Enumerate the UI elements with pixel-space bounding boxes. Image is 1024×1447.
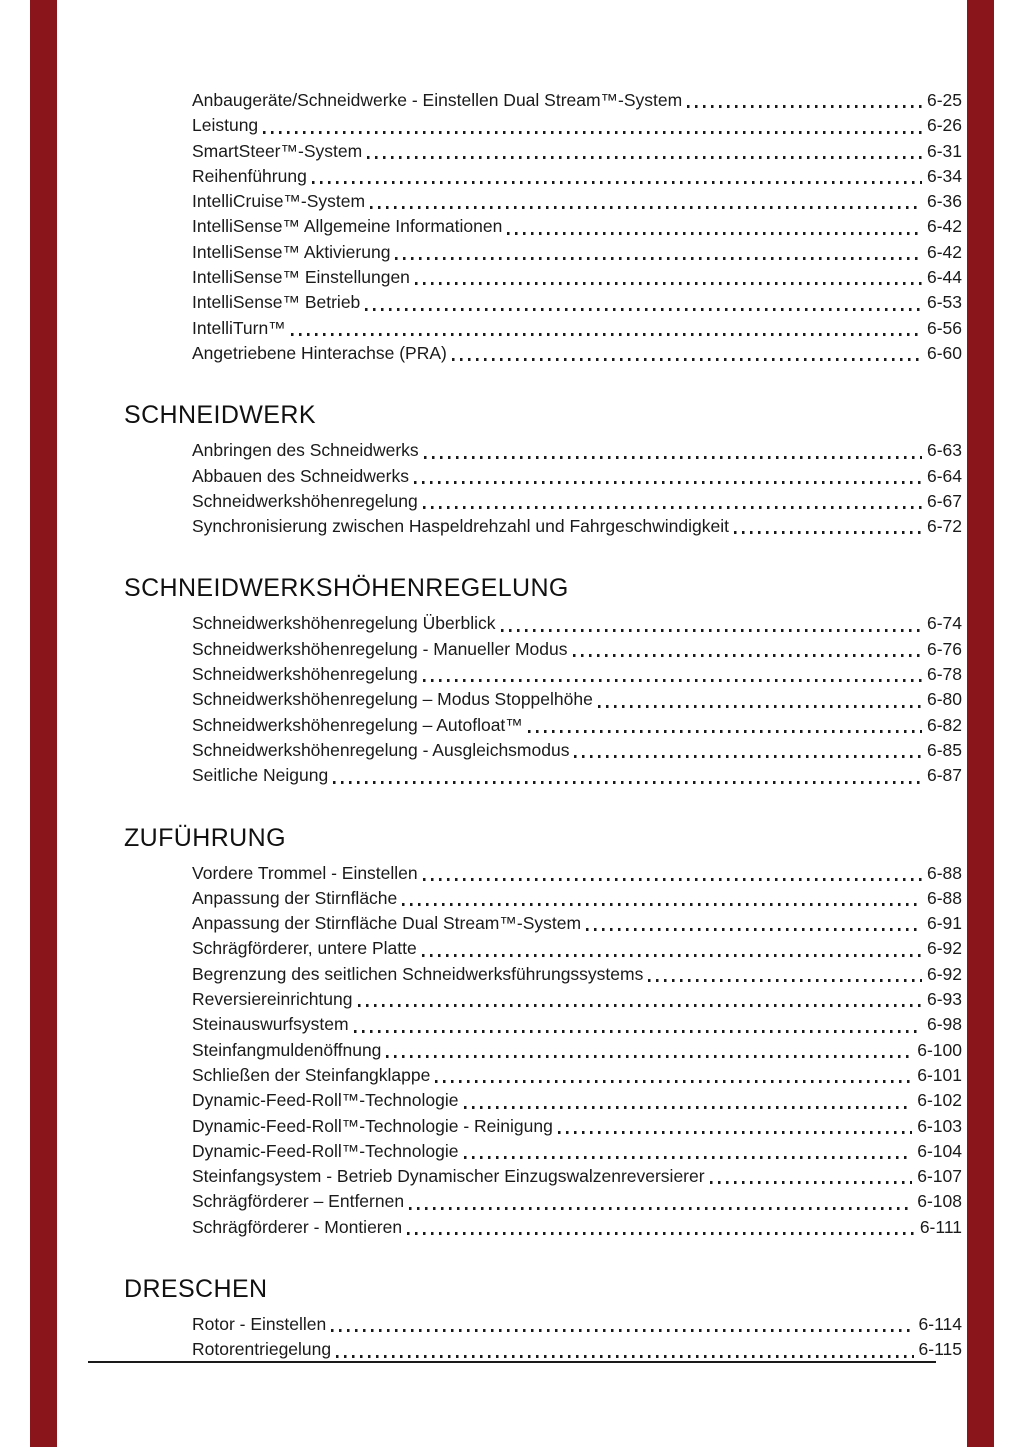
- entry-page-number: 6-44: [926, 267, 962, 288]
- leader-dots-decoration: [574, 755, 922, 758]
- entry-title: Anbaugeräte/Schneidwerke - Einstellen Dual Stream™-System: [192, 90, 683, 110]
- entry-title: Reihenführung: [192, 165, 307, 186]
- entry-page-number: 6-53: [926, 292, 962, 313]
- leader-dots-decoration: [336, 1355, 913, 1358]
- section-heading: SCHNEIDWERKSHÖHENREGELUNG: [124, 574, 569, 603]
- entry-page-number: 6-111: [919, 1216, 962, 1237]
- toc-entry: [192, 1189, 962, 1214]
- leader-dots-decoration: [528, 730, 922, 733]
- toc-entry: [192, 1164, 962, 1189]
- leader-dots-decoration: [370, 206, 922, 209]
- entry-page-number: 6-104: [917, 1140, 962, 1161]
- leader-dots-decoration: [586, 928, 922, 931]
- toc-entry: [192, 861, 962, 886]
- toc-entry: [192, 214, 962, 239]
- entry-page-number: 6-92: [926, 963, 962, 984]
- leader-dots-decoration: [365, 308, 922, 311]
- entry-page-number: 6-36: [926, 191, 962, 212]
- entry-title: Synchronisierung zwischen Haspeldrehzahl und Fahrgeschwindigkeit: [192, 516, 729, 537]
- entry-title: IntelliTurn™: [192, 317, 286, 338]
- toc-entry: [192, 290, 962, 315]
- entry-page-number: 6-87: [926, 765, 962, 786]
- leader-dots-decoration: [424, 456, 922, 459]
- toc-entry: [192, 489, 962, 514]
- entry-title: Schneidwerkshöhenregelung – Autofloat™: [192, 714, 523, 735]
- entry-page-number: 6-63: [926, 440, 962, 461]
- toc-entry: [192, 1063, 962, 1088]
- entry-title: Steinauswurfsystem: [192, 1014, 349, 1035]
- toc-entry: [192, 341, 962, 366]
- leader-dots-decoration: [386, 1055, 912, 1058]
- toc-entry: [192, 936, 962, 961]
- leader-dots-decoration: [422, 954, 922, 957]
- leader-dots-decoration: [710, 1181, 913, 1184]
- entry-title: Dynamic-Feed-Roll™-Technologie: [192, 1090, 459, 1111]
- toc-entry: [192, 1215, 962, 1240]
- leader-dots-decoration: [573, 654, 922, 657]
- toc-entry: [192, 139, 962, 164]
- section-heading: ZUFÜHRUNG: [124, 823, 286, 852]
- toc-entry: [192, 1038, 962, 1063]
- entry-title: Anpassung der Stirnfläche: [192, 887, 398, 908]
- entry-title: Schneidwerkshöhenregelung - Ausgleichsmodus: [192, 739, 570, 760]
- leader-dots-decoration: [464, 1106, 913, 1109]
- leader-dots-decoration: [367, 156, 922, 159]
- toc-entry: [192, 1337, 962, 1362]
- toc-entry: [192, 240, 962, 265]
- entry-title: IntelliSense™ Aktivierung: [192, 241, 391, 262]
- right-margin-bar: [967, 0, 994, 1447]
- leader-dots-decoration: [312, 181, 922, 184]
- entry-title: Steinfangmuldenöffnung: [192, 1039, 382, 1060]
- leader-dots-decoration: [291, 333, 922, 336]
- leader-dots-decoration: [507, 232, 922, 235]
- leader-dots-decoration: [598, 705, 922, 708]
- toc-entry: [192, 611, 962, 636]
- toc-entry: [192, 1114, 962, 1139]
- entry-page-number: 6-114: [918, 1313, 962, 1334]
- entry-page-number: 6-93: [926, 989, 962, 1010]
- entry-title: Rotorentriegelung: [192, 1339, 332, 1360]
- entry-title: Steinfangsystem - Betrieb Dynamischer Einzugswalzenreversierer: [192, 1166, 705, 1187]
- entry-title: Schneidwerkshöhenregelung - Manueller Modus: [192, 638, 568, 659]
- toc-section: [124, 88, 962, 366]
- entry-title: Abbauen des Schneidwerks: [192, 465, 409, 486]
- toc-entry: [192, 763, 962, 788]
- toc-entry: [192, 987, 962, 1012]
- toc-entry: [192, 265, 962, 290]
- entry-title: Dynamic-Feed-Roll™-Technologie: [192, 1140, 459, 1161]
- leader-dots-decoration: [464, 1156, 913, 1159]
- entry-title: IntelliSense™ Einstellungen: [192, 267, 410, 288]
- entry-page-number: 6-76: [926, 638, 962, 659]
- entry-page-number: 6-88: [926, 862, 962, 883]
- entry-page-number: 6-56: [926, 317, 962, 338]
- toc-entry: [192, 514, 962, 539]
- leader-dots-decoration: [423, 679, 922, 682]
- entry-title: Schneidwerkshöhenregelung: [192, 490, 418, 511]
- entry-title: Schrägförderer - Montieren: [192, 1216, 403, 1237]
- toc-entry: [192, 713, 962, 738]
- leader-dots-decoration: [407, 1232, 915, 1235]
- toc-entry: [192, 164, 962, 189]
- entry-page-number: 6-101: [917, 1064, 962, 1085]
- entry-title: Vordere Trommel - Einstellen: [192, 862, 418, 883]
- entry-title: Schneidwerkshöhenregelung – Modus Stoppelhöhe: [192, 689, 593, 710]
- footer-rule: [88, 1361, 936, 1363]
- leader-dots-decoration: [423, 506, 922, 509]
- toc-entry: [192, 113, 962, 138]
- entry-page-number: 6-42: [926, 241, 962, 262]
- toc-entry: [192, 464, 962, 489]
- leader-dots-decoration: [452, 358, 922, 361]
- leader-dots-decoration: [734, 531, 922, 534]
- entry-title: IntelliSense™ Betrieb: [192, 292, 361, 313]
- toc-entry: [192, 189, 962, 214]
- toc-entry: [192, 88, 962, 113]
- toc-entry: [192, 637, 962, 662]
- toc-entry: [192, 886, 962, 911]
- entry-page-number: 6-107: [917, 1166, 962, 1187]
- leader-dots-decoration: [358, 1004, 922, 1007]
- entry-title: SmartSteer™-System: [192, 140, 363, 161]
- section-heading: DRESCHEN: [124, 1274, 268, 1303]
- leader-dots-decoration: [501, 629, 922, 632]
- entry-page-number: 6-98: [926, 1014, 962, 1035]
- entry-page-number: 6-67: [926, 490, 962, 511]
- section-heading: SCHNEIDWERK: [124, 401, 316, 430]
- toc-entry: [192, 316, 962, 341]
- entry-title: Anbringen des Schneidwerks: [192, 440, 419, 461]
- toc-section: [124, 824, 962, 1240]
- leader-dots-decoration: [263, 131, 922, 134]
- entry-page-number: 6-103: [917, 1115, 962, 1136]
- entry-page-number: 6-31: [926, 140, 962, 161]
- entry-title: Reversiereinrichtung: [192, 989, 353, 1010]
- toc-entry: [192, 1139, 962, 1164]
- leader-dots-decoration: [687, 105, 922, 108]
- entry-page-number: 6-92: [926, 938, 962, 959]
- entry-page-number: 6-91: [926, 913, 962, 934]
- leader-dots-decoration: [333, 781, 922, 784]
- entry-title: Dynamic-Feed-Roll™-Technologie - Reinigung: [192, 1115, 553, 1136]
- entry-page-number: 6-85: [926, 739, 962, 760]
- entry-title: Schrägförderer – Entfernen: [192, 1191, 405, 1212]
- leader-dots-decoration: [402, 903, 922, 906]
- entry-title: Schrägförderer, untere Platte: [192, 938, 417, 959]
- entry-page-number: 6-82: [926, 714, 962, 735]
- entry-title: Begrenzung des seitlichen Schneidwerksführungssystems: [192, 963, 644, 984]
- entry-title: Schneidwerkshöhenregelung Überblick: [192, 613, 496, 634]
- leader-dots-decoration: [415, 282, 922, 285]
- entry-title: IntelliCruise™-System: [192, 191, 366, 212]
- entry-page-number: 6-26: [926, 115, 962, 136]
- entry-page-number: 6-42: [926, 216, 962, 237]
- leader-dots-decoration: [331, 1329, 913, 1332]
- entry-page-number: 6-72: [926, 516, 962, 537]
- leader-dots-decoration: [648, 979, 922, 982]
- entry-page-number: 6-108: [917, 1191, 962, 1212]
- entry-title: Schließen der Steinfangklappe: [192, 1064, 431, 1085]
- entry-page-number: 6-115: [918, 1339, 962, 1360]
- entry-page-number: 6-102: [917, 1090, 962, 1111]
- toc-entry: [192, 962, 962, 987]
- toc-section: [124, 574, 962, 788]
- toc-section: [124, 401, 962, 539]
- entry-page-number: 6-80: [926, 689, 962, 710]
- entry-page-number: 6-64: [926, 465, 962, 486]
- leader-dots-decoration: [395, 257, 922, 260]
- entry-title: Leistung: [192, 115, 259, 136]
- toc-entry: [192, 738, 962, 763]
- entry-page-number: 6-100: [917, 1039, 962, 1060]
- leader-dots-decoration: [354, 1030, 922, 1033]
- leader-dots-decoration: [423, 878, 922, 881]
- toc-entry: [192, 911, 962, 936]
- entry-title: Angetriebene Hinterachse (PRA): [192, 342, 447, 363]
- entry-title: Schneidwerkshöhenregelung: [192, 664, 418, 685]
- entry-title: IntelliSense™ Allgemeine Informationen: [192, 216, 503, 237]
- entry-page-number: 6-88: [926, 887, 962, 908]
- entry-page-number: 6-78: [926, 664, 962, 685]
- toc-section: [124, 1275, 962, 1363]
- toc-entry: [192, 662, 962, 687]
- entry-page-number: 6-25: [926, 90, 962, 110]
- entry-title: Rotor - Einstellen: [192, 1313, 327, 1334]
- entry-page-number: 6-34: [926, 165, 962, 186]
- entry-page-number: 6-60: [926, 342, 962, 363]
- entry-title: Anpassung der Stirnfläche Dual Stream™-System: [192, 913, 582, 934]
- leader-dots-decoration: [435, 1080, 912, 1083]
- entry-title: Seitliche Neigung: [192, 765, 329, 786]
- toc-entry: [192, 1012, 962, 1037]
- toc-entry: [192, 1312, 962, 1337]
- leader-dots-decoration: [409, 1207, 912, 1210]
- leader-dots-decoration: [414, 481, 922, 484]
- toc-entry: [192, 687, 962, 712]
- entry-page-number: 6-74: [926, 613, 962, 634]
- left-margin-bar: [30, 0, 57, 1447]
- toc-entry: [192, 1088, 962, 1113]
- toc-entry: [192, 438, 962, 463]
- toc: [124, 88, 962, 1363]
- leader-dots-decoration: [558, 1131, 912, 1134]
